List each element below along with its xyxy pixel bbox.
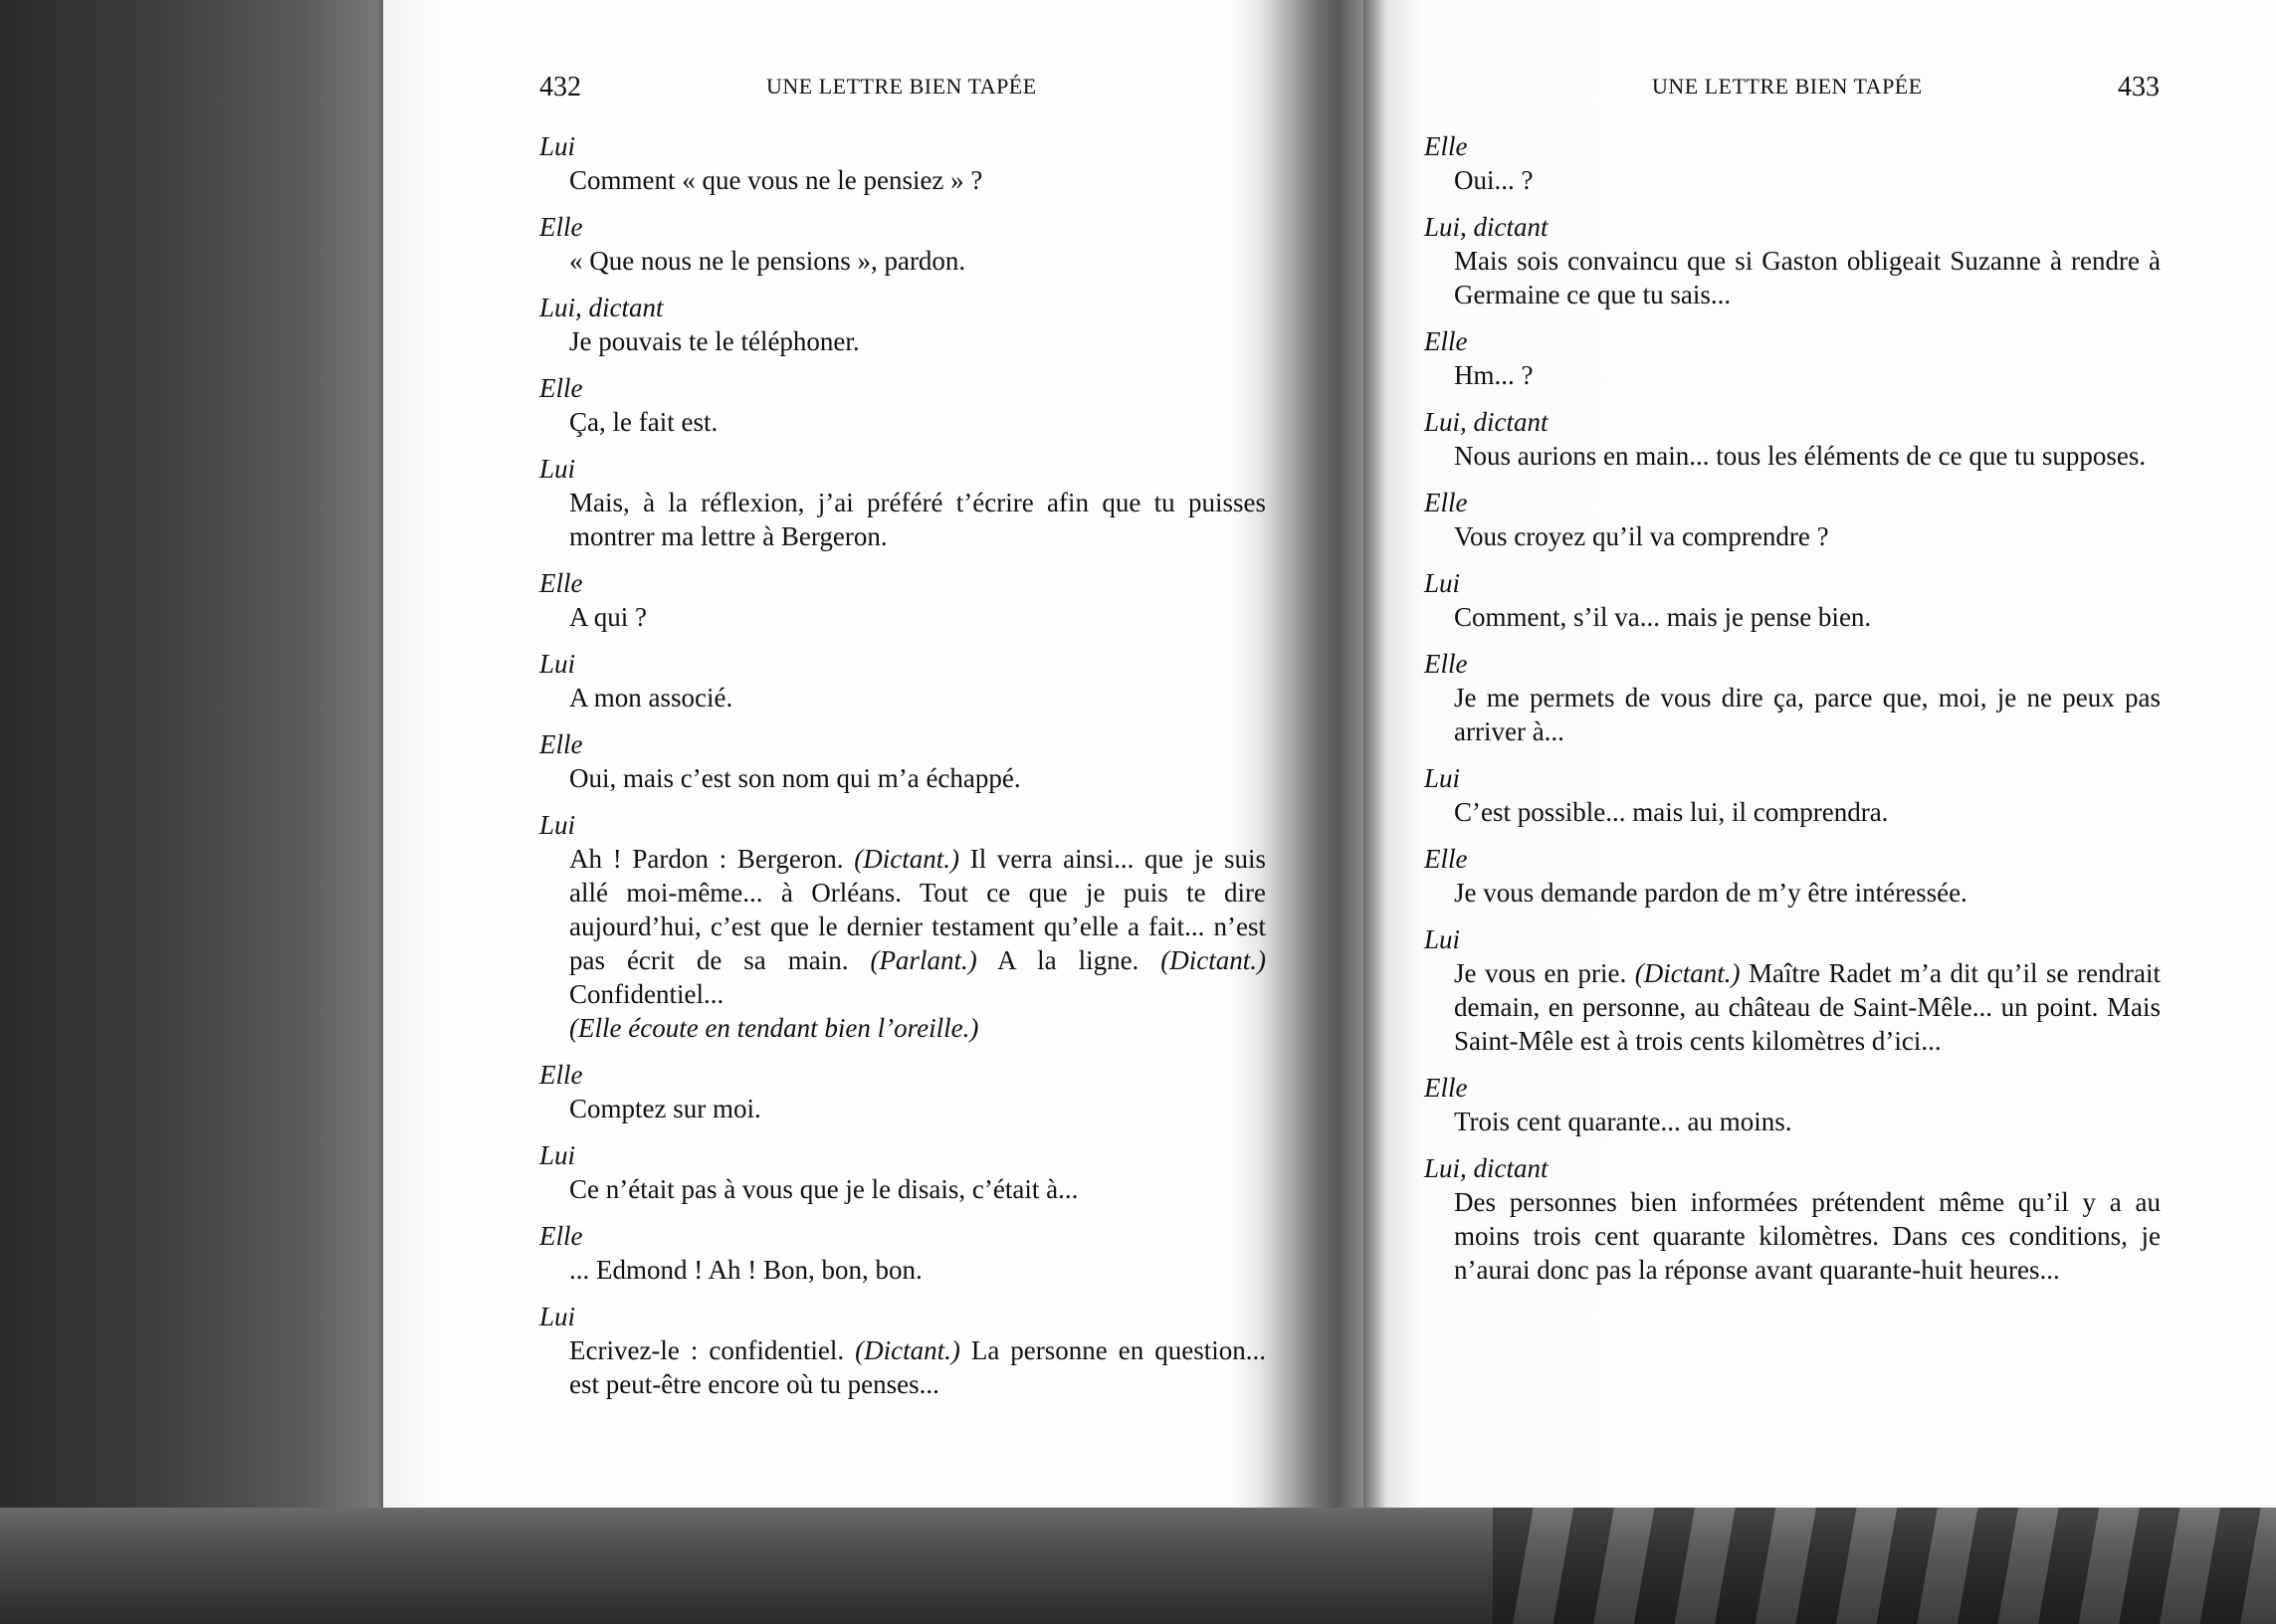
dialogue-segment: La personne en question... est peut-être encore où tu penses... <box>569 1335 1266 1399</box>
dialogue-line: Nous aurions en main... tous les éléments de ce que tu supposes. <box>1454 441 2147 471</box>
speaker-name: Lui <box>539 454 576 484</box>
dialogue-line: Mais sois convaincu que si Gaston obligeait Suzanne à rendre à Germaine ce que tu sais... <box>1454 246 2161 309</box>
dialogue-line: Des personnes bien informées prétendent même qu’il y a au moins trois cent quarante kilomètres. Dans ces conditions, je n’aurai donc pas la réponse avant quarante-huit heures... <box>1454 1187 2161 1285</box>
speaker-name: Elle <box>539 373 583 403</box>
dialogue-line: Oui, mais c’est son nom qui m’a échappé. <box>569 763 1021 793</box>
dialogue-block <box>539 1219 1266 1287</box>
speaker-name: Elle <box>539 1221 583 1251</box>
dialogue-block <box>1424 129 2161 197</box>
stage-direction: (Dictant.) <box>854 844 960 874</box>
dialogue-block <box>539 452 1266 553</box>
dialogue-segment: Maître Radet m’a dit qu’il se rendrait demain, en personne, au château de Saint-Mêle... un point. Mais Saint-Mêle est à trois cents kilomètres d’ici... <box>1454 958 2161 1056</box>
dialogue-line <box>1454 956 2161 1058</box>
stage-direction: (Dictant.) <box>855 1335 960 1365</box>
dialogue-segment: Il verra ainsi... que je suis allé moi-même... à Orléans. Tout ce que je puis te dire aujourd’hui, c’est que le dernier testament qu’elle a fait... n’est pas écrit de sa main. <box>569 844 1266 975</box>
dialogue-line: Comment, s’il va... mais je pense bien. <box>1454 602 1872 632</box>
dialogue-line: Comptez sur moi. <box>569 1094 761 1123</box>
page-number: 432 <box>539 72 581 102</box>
speaker-name: Lui <box>539 131 576 161</box>
dialogue-block <box>539 1138 1266 1206</box>
dialogue-block <box>539 808 1266 1045</box>
stage-direction: (Dictant.) <box>1160 945 1266 975</box>
dialogue-line: Trois cent quarante... au moins. <box>1454 1107 1792 1136</box>
dialogue-text <box>539 129 1266 1414</box>
dialogue-line: Je me permets de vous dire ça, parce que, moi, je ne peux pas arriver à... <box>1454 683 2161 746</box>
dialogue-block <box>539 727 1266 795</box>
dialogue-line <box>569 842 1266 1011</box>
dialogue-block <box>539 129 1266 197</box>
dialogue-block <box>1424 210 2161 311</box>
dialogue-segment: Ah ! Pardon : Bergeron. <box>569 844 855 874</box>
speaker-name: Lui <box>539 649 576 679</box>
dialogue-block <box>1424 842 2161 910</box>
dialogue-line: Hm... ? <box>1454 360 1534 390</box>
dialogue-block <box>539 291 1266 358</box>
dialogue-block <box>1424 405 2161 473</box>
dialogue-line: Ça, le fait est. <box>569 407 719 437</box>
dialogue-line: Comment « que vous ne le pensiez » ? <box>569 165 983 195</box>
speaker-name: Lui <box>1424 924 1461 954</box>
dialogue-line: A mon associé. <box>569 683 733 712</box>
stage-direction: (Elle écoute en tendant bien l’oreille.) <box>569 1013 979 1043</box>
speaker-name: Lui, dictant <box>1424 1153 1549 1183</box>
dialogue-text <box>1424 129 2161 1300</box>
speaker-name: Lui, dictant <box>1424 212 1549 242</box>
stage-direction: (Dictant.) <box>1634 958 1741 988</box>
right-page <box>1363 0 2276 1508</box>
dialogue-block <box>1424 647 2161 748</box>
speaker-name: Lui, dictant <box>1424 407 1549 437</box>
running-head: UNE LETTRE BIEN TAPÉE <box>766 74 1037 99</box>
dialogue-block <box>539 210 1266 278</box>
page-number: 433 <box>2118 72 2160 102</box>
dialogue-line: Oui... ? <box>1454 165 1534 195</box>
dialogue-block <box>1424 922 2161 1058</box>
dialogue-block <box>1424 324 2161 392</box>
speaker-name: Elle <box>1424 649 1468 679</box>
stage-direction: (Parlant.) <box>870 945 977 975</box>
dialogue-line: C’est possible... mais lui, il comprendra. <box>1454 797 1889 827</box>
dialogue-line: A qui ? <box>569 602 647 632</box>
dialogue-line: Je pouvais te le téléphoner. <box>569 326 860 356</box>
scan-shadow <box>0 1508 2276 1624</box>
dialogue-block <box>1424 1071 2161 1138</box>
dialogue-block <box>539 566 1266 634</box>
speaker-name: Elle <box>1424 131 1468 161</box>
dialogue-line: « Que nous ne le pensions », pardon. <box>569 246 966 276</box>
dialogue-segment: Ecrivez-le : confidentiel. <box>569 1335 856 1365</box>
dialogue-line <box>569 1333 1266 1401</box>
speaker-name: Elle <box>1424 326 1468 356</box>
dialogue-line: Ce n’était pas à vous que je le disais, c’était à... <box>569 1174 1079 1204</box>
dialogue-line: ... Edmond ! Ah ! Bon, bon, bon. <box>569 1255 923 1285</box>
dialogue-block <box>1424 566 2161 634</box>
speaker-name: Elle <box>539 568 583 598</box>
speaker-name: Lui <box>539 810 576 840</box>
speaker-name: Lui <box>1424 568 1461 598</box>
dialogue-line: Mais, à la réflexion, j’ai préféré t’écrire afin que tu puisses montrer ma lettre à Bergeron. <box>569 488 1266 551</box>
dialogue-line: Je vous demande pardon de m’y être intéressée. <box>1454 878 1967 908</box>
dialogue-block <box>539 371 1266 439</box>
speaker-name: Elle <box>1424 488 1468 517</box>
dialogue-line: Vous croyez qu’il va comprendre ? <box>1454 521 1829 551</box>
dialogue-block <box>1424 486 2161 553</box>
speaker-name: Lui <box>1424 763 1461 793</box>
speaker-name: Elle <box>1424 1073 1468 1103</box>
speaker-name: Elle <box>539 212 583 242</box>
speaker-name: Elle <box>539 729 583 759</box>
speaker-name: Elle <box>1424 844 1468 874</box>
speaker-name: Lui <box>539 1140 576 1170</box>
dialogue-segment: Confidentiel... <box>569 979 724 1009</box>
dialogue-block <box>539 647 1266 714</box>
speaker-name: Lui, dictant <box>539 293 664 322</box>
dialogue-block <box>539 1300 1266 1401</box>
dialogue-block <box>539 1058 1266 1125</box>
dialogue-segment: Je vous en prie. <box>1454 958 1635 988</box>
dialogue-block <box>1424 761 2161 829</box>
running-head: UNE LETTRE BIEN TAPÉE <box>1652 74 1923 99</box>
speaker-name: Elle <box>539 1060 583 1090</box>
dialogue-segment: A la ligne. <box>976 945 1161 975</box>
dialogue-block <box>1424 1151 2161 1287</box>
left-page <box>383 0 1378 1508</box>
speaker-name: Lui <box>539 1302 576 1331</box>
